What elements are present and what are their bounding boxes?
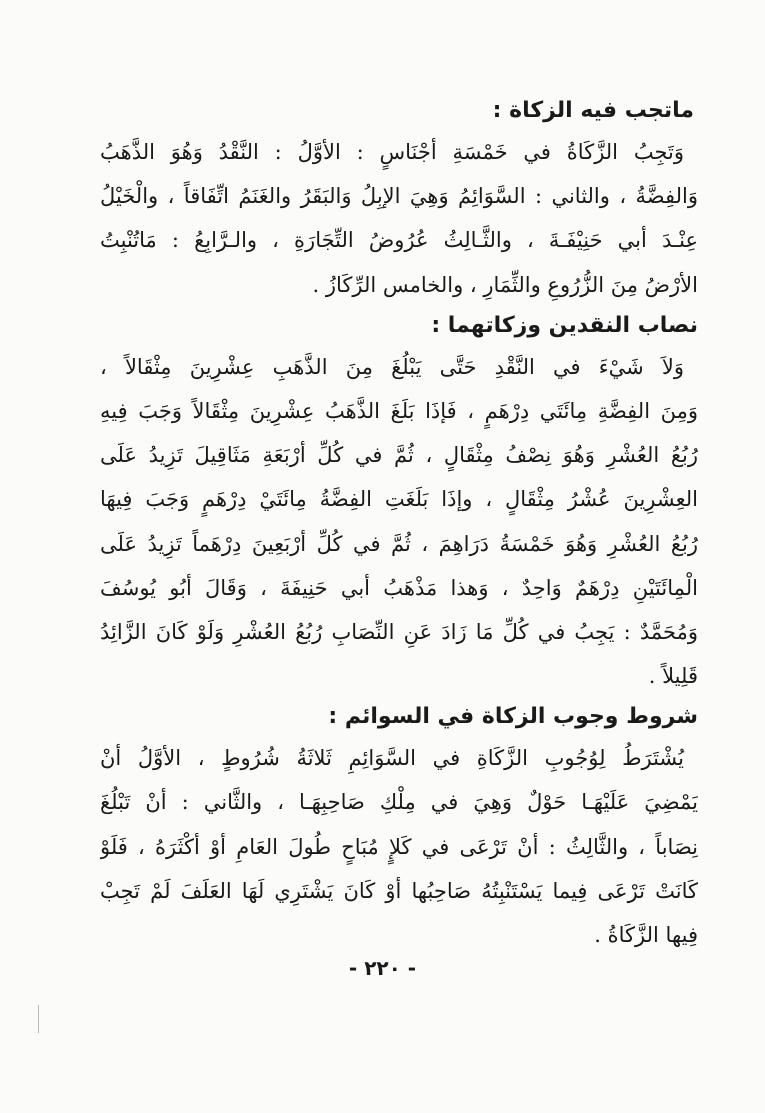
page-number: - ٢٢٠ - bbox=[348, 956, 417, 980]
text-line: وَلاَ شَيْءَ في النَّقْدِ حَتَّى يَبْلُغَ مِنَ الذَّهَبِ عِشْرِينَ مِثْقَالاً ، bbox=[100, 354, 684, 379]
section-heading-nisab: نصاب النقدين وزكاتهما : bbox=[431, 312, 698, 338]
section-paragraph-zakat-items bbox=[100, 130, 698, 307]
text-line: الأرْضُ مِنَ الزُّرُوعِ والثِّمَارِ ، والخامس الرِّكَازُ . bbox=[312, 272, 698, 297]
text-line: وَتَجِبُ الزَّكَاةُ في خَمْسَةِ أجْنَاسٍ : الأوَّلُ : النَّقْدُ وَهُوَ الذَّهَبُ bbox=[100, 140, 684, 164]
section-heading-livestock-conditions: شروط وجوب الزكاة في السوائم : bbox=[328, 704, 698, 730]
text-line: وَمِنَ الفِضَّةِ مِائَتَي دِرْهَمٍ ، فَإذَا بَلَغَ الذَّهَبُ عِشْرِينَ مِثْقَالاً وَجَبَ فِيهِ bbox=[100, 398, 698, 423]
page-body bbox=[100, 92, 698, 957]
text-line: قَلِيلاً . bbox=[648, 664, 698, 689]
text-line: وَالفِضَّةُ ، والثاني : السَّوَائِمُ وَهِيَ الإبِلُ وَالبَقَرُ والغَنَمُ اتِّفَاقاً ، والْخَيْلُ bbox=[100, 184, 698, 209]
text-line: رُبُعُ العُشْرِ وَهُوَ خَمْسَةُ دَرَاهِمَ ، ثُمَّ في كُلِّ أرْبَعِينَ دِرْهَماً تَزِيدُ عَلَى bbox=[100, 531, 698, 556]
section-paragraph-livestock-conditions bbox=[100, 736, 698, 957]
text-line: فِيها الزَّكَاةُ . bbox=[594, 923, 698, 947]
text-line: نِصَاباً ، والثَّالِثُ : أنْ تَرْعَى في كَلإٍ مُبَاحٍ طُولَ العَامِ أوْ أكْثَرَهُ ، فَلَوْ bbox=[100, 834, 698, 859]
text-line: كَانَتْ تَرْعَى فِيما يَسْتَنْبِتُهُ صَاحِبُها أوْ كَانَ يَشْتَرِي لَهَا العَلَفَ لَمْ تَجِبْ bbox=[100, 878, 698, 903]
text-line: يَمْضِيَ عَلَيْهَـا حَوْلٌ وَهِيَ في مِلْكِ صَاحِبِهَـا ، والثَّاني : أنْ تَبْلُغَ bbox=[100, 790, 698, 815]
text-line: الْمِائَتَيْنِ دِرْهَمٌ وَاحِدٌ ، وَهذا مَذْهَبُ أبي حَنِيفَةَ ، وَقَالَ أبُو يُوسُفَ bbox=[100, 575, 698, 600]
section-heading-zakat-items: ماتجب فيه الزكاة : bbox=[492, 98, 694, 123]
section-paragraph-nisab bbox=[100, 345, 698, 699]
text-line: يُشْتَرَطُ لِوُجُوبِ الزَّكَاةِ في السَّوَائِمِ ثَلاثَةُ شُرُوطٍ ، الأوَّلُ أنْ bbox=[100, 746, 684, 771]
text-line: وَمُحَمَّدٌ : يَجِبُ في كُلِّ مَا زَادَ عَنِ النِّصَابِ رُبُعُ العُشْرِ وَلَوْ كَانَ الزَّائِدُ bbox=[100, 619, 698, 644]
text-line: عِنْـدَ أبي حَنِيْفَـةَ ، والثَّـالِثُ عُرُوضُ التِّجَارَةِ ، والـرَّابِعُ : مَاتُنْبِتُ bbox=[100, 228, 698, 253]
text-line: العِشْرِينَ عُشْرُ مِثْقَالٍ ، وإذَا بَلَغَتِ الفِضَّةُ مِائَتَيْ دِرْهَمٍ وَجَبَ فِيهَا bbox=[100, 487, 698, 512]
text-line: رُبُعُ العُشْرِ وَهُوَ نِصْفُ مِثْقَالٍ ، ثُمَّ في كُلِّ أرْبَعَةِ مَثَاقِيلَ تَزِيدُ عَلَى bbox=[100, 443, 698, 468]
scan-margin-line bbox=[38, 1005, 39, 1033]
